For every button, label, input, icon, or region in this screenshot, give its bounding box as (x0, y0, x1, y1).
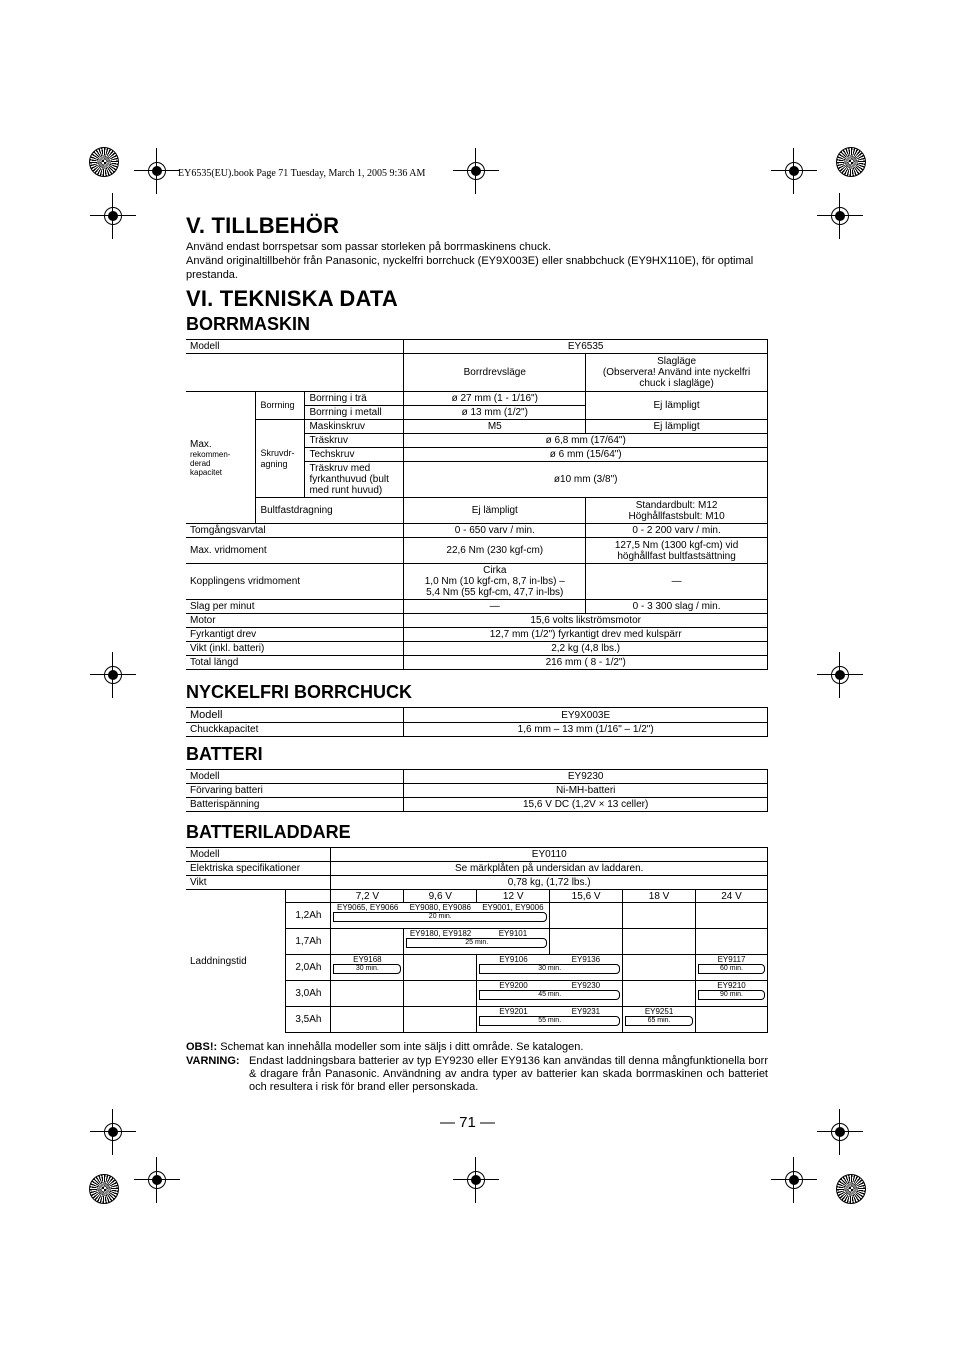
label-laddare-vikt: Vikt (186, 876, 331, 890)
varning-text: Endast laddningsbara batterier av typ EY9230 eller EY9136 kan användas till denna mångfunktionella borr & dragare från Panasonic. Användning av andra typer av batterier kan skada borrmaskinen och batteriet och resultera i risk för brand eller personskada. (249, 1055, 768, 1093)
value-bult-borr: Ej lämpligt (404, 498, 586, 524)
borrning-label: Borrning (256, 392, 305, 420)
charge-cell (623, 1007, 696, 1033)
max-sub-label: rekommen- derad kapacitet (190, 449, 231, 477)
value-maskinskruv: M5 (404, 420, 586, 434)
label-slag-per-minut: Slag per minut (186, 600, 404, 614)
charge-cell (331, 955, 404, 981)
label-langd: Total längd (186, 656, 404, 670)
value-traskruv: ø 6,8 mm (17/64") (404, 434, 768, 448)
label-fyrkanthuvud: Träskruv med fyrkanthuvud (bult med runt huvud) (305, 462, 404, 498)
varning-label: VARNING: (186, 1055, 240, 1067)
label-traskruv: Träskruv (305, 434, 404, 448)
charge-time-bar: 55 min. (479, 1016, 620, 1026)
value-maskinskruv-slag: Ej lämpligt (586, 420, 768, 434)
crosshair-mark (465, 160, 487, 182)
value-slag-slag: 0 - 3 300 slag / min. (586, 600, 768, 614)
subtitle-chuck: NYCKELFRI BORRCHUCK (186, 682, 412, 702)
label-batteri-modell: Modell (186, 770, 404, 784)
registration-sunburst-top-right (836, 147, 866, 177)
borrmaskin-table (186, 339, 768, 670)
value-metall: ø 13 mm (1/2") (404, 406, 586, 420)
value-vridmoment-slag: 127,5 Nm (1300 kgf-cm) vid höghållfast bultfastsättning (586, 538, 768, 564)
value-spanning: 15,6 V DC (1,2V × 13 celler) (404, 798, 768, 812)
crosshair-mark (465, 1169, 487, 1191)
value-slag-borr: — (404, 600, 586, 614)
registration-sunburst-bottom-right (836, 1174, 866, 1204)
charge-time-bar: 30 min. (333, 964, 401, 974)
crosshair-mark (829, 205, 851, 227)
capacity-label: 1,2Ah (286, 903, 331, 929)
charge-cell (696, 981, 768, 1007)
crosshair-mark (102, 205, 124, 227)
tillbehor-line-2: Använd originaltillbehör från Panasonic, nyckelfri borrchuck (EY9X003E) eller snabbchuck (EY9HX110E), för optimal prestanda. (186, 255, 754, 281)
charge-time-bar: 45 min. (479, 990, 620, 1000)
value-batteri-modell: EY9230 (404, 770, 768, 784)
value-forvaring: Ni-MH-batteri (404, 784, 768, 798)
subtitle-batteriladdare: BATTERILADDARE (186, 822, 351, 842)
charge-time-bar: 65 min. (625, 1016, 693, 1026)
battery-model: EY9200 (499, 981, 528, 990)
label-bultfastdragning: Bultfastdragning (256, 498, 404, 524)
charge-time-bar: 25 min. (406, 938, 547, 948)
max-capacity-label (186, 392, 256, 524)
label-modell: Modell (186, 340, 404, 354)
capacity-label: 1,7Ah (286, 929, 331, 955)
battery-model: EY9136 (571, 955, 601, 964)
value-elektriska: Se märkplåten på undersidan av laddaren. (331, 862, 768, 876)
obs-text: Schemat kan innehålla modeller som inte säljs i ditt område. Se katalogen. (217, 1041, 584, 1053)
value-modell: EY6535 (404, 340, 768, 354)
page-number: — 71 — (440, 1114, 496, 1131)
print-header: EY6535(EU).book Page 71 Tuesday, March 1, 2005 9:36 AM (178, 168, 426, 179)
crosshair-mark (102, 664, 124, 686)
value-vridmoment-borr: 22,6 Nm (230 kgf-cm) (404, 538, 586, 564)
varning-note (186, 1055, 768, 1094)
voltage-header: 9,6 V (404, 890, 477, 903)
col-borrdrevslage: Borrdrevsläge (404, 354, 586, 392)
value-ej-lampligt: Ej lämpligt (586, 392, 768, 420)
label-vridmoment: Max. vridmoment (186, 538, 404, 564)
value-tomgang-borr: 0 - 650 varv / min. (404, 524, 586, 538)
crosshair-mark (829, 1121, 851, 1143)
crosshair-mark (102, 1121, 124, 1143)
value-laddare-modell: EY0110 (331, 848, 768, 862)
label-forvaring: Förvaring batteri (186, 784, 404, 798)
label-tra: Borrning i trä (305, 392, 404, 406)
value-bult-slag: Standardbult: M12 Höghållfastsbult: M10 (586, 498, 768, 524)
battery-model: EY9231 (571, 1007, 601, 1016)
value-tomgang-slag: 0 - 2 200 varv / min. (586, 524, 768, 538)
label-tomgang: Tomgångsvarvtal (186, 524, 404, 538)
obs-label: OBS!: (186, 1041, 218, 1053)
voltage-header: 18 V (623, 890, 696, 903)
label-maskinskruv: Maskinskruv (305, 420, 404, 434)
voltage-header: 15,6 V (550, 890, 623, 903)
section-title-tekniska-data: VI. TEKNISKA DATA (186, 286, 398, 311)
registration-sunburst-top-left (89, 147, 119, 177)
skruv-label: Skruvdr- agning (256, 420, 305, 498)
section-title-tillbehor: V. TILLBEHÖR (186, 213, 340, 238)
label-kopplingens: Kopplingens vridmoment (186, 564, 404, 600)
label-chuckkapacitet: Chuckkapacitet (186, 723, 404, 737)
battery-model: EY9230 (571, 981, 601, 990)
subtitle-borrmaskin: BORRMASKIN (186, 314, 310, 334)
label-vikt: Vikt (inkl. batteri) (186, 642, 404, 656)
label-metall: Borrning i metall (305, 406, 404, 420)
charge-cell (477, 1007, 623, 1033)
crosshair-mark (146, 1169, 168, 1191)
subtitle-batteri: BATTERI (186, 744, 263, 764)
max-label: Max. (190, 438, 212, 450)
voltage-header: 7,2 V (331, 890, 404, 903)
obs-note (186, 1041, 768, 1054)
batteriladdare-table (186, 847, 768, 1033)
value-laddare-vikt: 0,78 kg, (1,72 lbs.) (331, 876, 768, 890)
value-fyrkanthuvud: ø10 mm (3/8") (404, 462, 768, 498)
crosshair-mark (783, 160, 805, 182)
battery-model: EY9101 (498, 929, 528, 938)
value-chuckkapacitet: 1,6 mm – 13 mm (1/16" – 1/2") (404, 723, 768, 737)
battery-model: EY9210 (717, 981, 746, 990)
battery-model: EY9201 (499, 1007, 528, 1016)
label-spanning: Batterispänning (186, 798, 404, 812)
charge-cell (696, 955, 768, 981)
battery-model: EY9080, EY9086 (409, 903, 471, 912)
battery-model: EY9168 (353, 955, 382, 964)
label-motor: Motor (186, 614, 404, 628)
charge-time-bar: 60 min. (698, 964, 765, 974)
charge-cell (404, 929, 550, 955)
crosshair-mark (783, 1169, 805, 1191)
label-drev: Fyrkantigt drev (186, 628, 404, 642)
tillbehor-line-1: Använd endast borrspetsar som passar storleken på borrmaskinens chuck. (186, 241, 552, 253)
battery-model: EY9106 (499, 955, 528, 964)
voltage-header: 24 V (696, 890, 768, 903)
crosshair-mark (829, 664, 851, 686)
charge-cell (477, 955, 623, 981)
battery-model: EY9065, EY9066 (337, 903, 399, 912)
value-kopplingens-borr: Cirka 1,0 Nm (10 kgf-cm, 8,7 in-lbs) – 5,4 Nm (55 kgf-cm, 47,7 in-lbs) (404, 564, 586, 600)
value-techskruv: ø 6 mm (15/64") (404, 448, 768, 462)
capacity-label: 3,0Ah (286, 981, 331, 1007)
battery-model: EY9251 (644, 1007, 674, 1016)
value-drev: 12,7 mm (1/2") fyrkantigt drev med kulspärr (404, 628, 768, 642)
col-slaglage: Slagläge (Observera! Använd inte nyckelfri chuck i slagläge) (586, 354, 768, 392)
crosshair-mark (146, 160, 168, 182)
value-vikt: 2,2 kg (4,8 lbs.) (404, 642, 768, 656)
value-tra: ø 27 mm (1 - 1/16") (404, 392, 586, 406)
charge-cell (477, 981, 623, 1007)
value-langd: 216 mm ( 8 - 1/2") (404, 656, 768, 670)
value-kopplingens-slag: — (586, 564, 768, 600)
tillbehor-text (186, 240, 768, 282)
charge-time-bar: 30 min. (479, 964, 620, 974)
battery-model: EY9117 (717, 955, 746, 964)
charge-time-bar: 20 min. (333, 912, 547, 922)
label-elektriska: Elektriska specifikationer (186, 862, 331, 876)
batteri-table (186, 769, 768, 812)
label-chuck-modell: Modell (186, 708, 404, 723)
value-chuck-modell: EY9X003E (404, 708, 768, 723)
charge-time-bar: 90 min. (698, 990, 765, 1000)
battery-model: EY9001, EY9006 (482, 903, 544, 912)
registration-sunburst-bottom-left (89, 1174, 119, 1204)
voltage-header: 12 V (477, 890, 550, 903)
charge-cell (331, 903, 550, 929)
capacity-label: 2,0Ah (286, 955, 331, 981)
label-techskruv: Techskruv (305, 448, 404, 462)
battery-model: EY9180, EY9182 (409, 929, 472, 938)
chuck-table (186, 707, 768, 737)
value-motor: 15,6 volts likströmsmotor (404, 614, 768, 628)
label-laddare-modell: Modell (186, 848, 331, 862)
label-laddningstid: Laddningstid (186, 890, 286, 1033)
capacity-label: 3,5Ah (286, 1007, 331, 1033)
